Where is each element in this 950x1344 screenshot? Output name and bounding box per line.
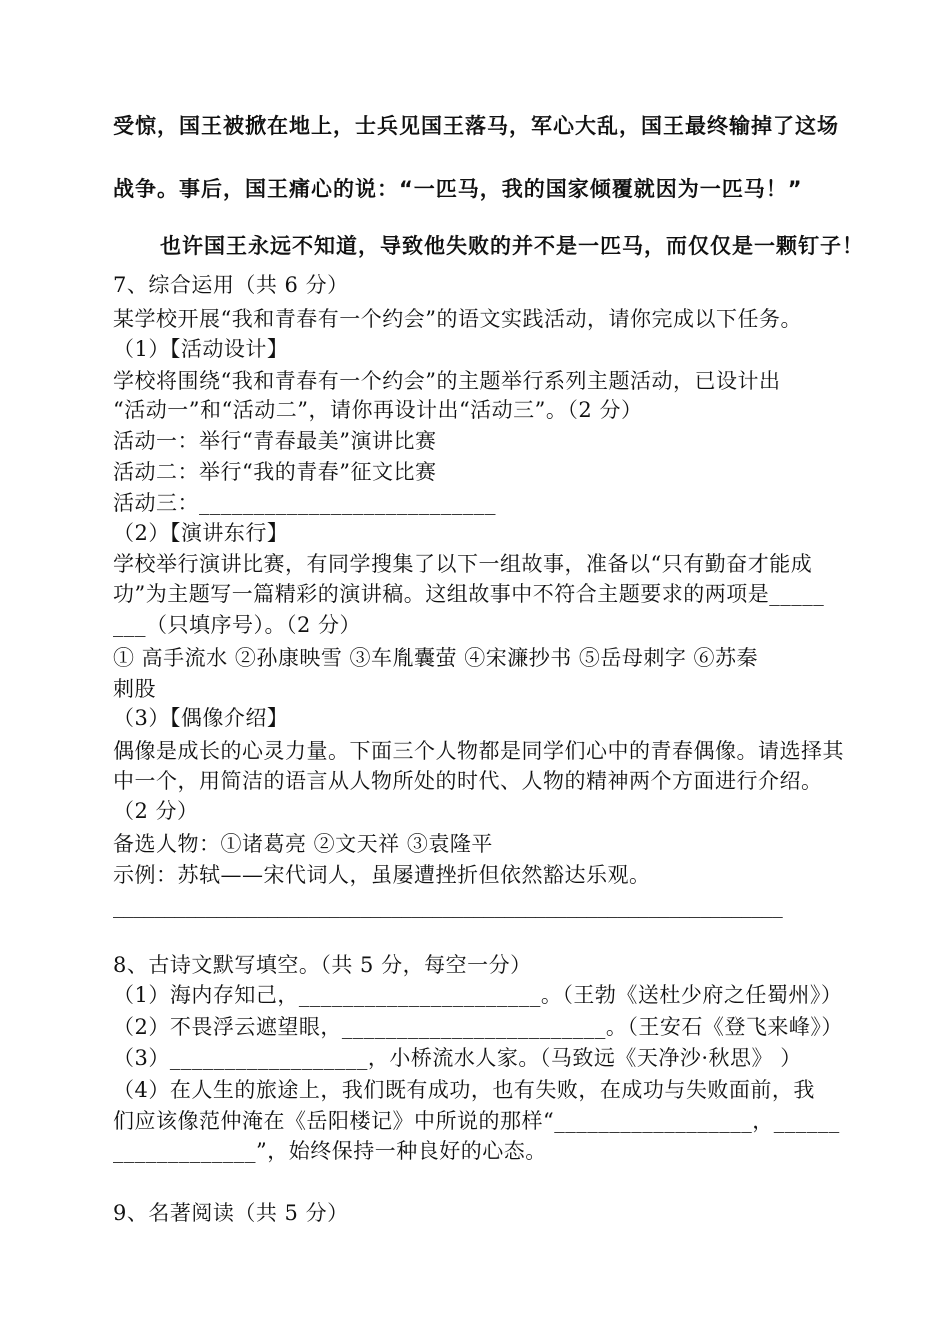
q8-item3: （3）__________________，小桥流水人家。（马致远《天净沙·秋思》 ）: [113, 1046, 802, 1070]
story-line-3: 也许国王永远不知道，导致他失败的并不是一匹马，而仅仅是一颗钉子！: [160, 234, 864, 258]
q7-activity2: 活动二：举行“我的青春”征文比赛: [113, 460, 437, 484]
story-line-1: 受惊，国王被掀在地上，士兵见国王落马，军心大乱，国王最终输掉了这场: [113, 114, 839, 138]
q7-part3-line2: 中一个，用简洁的语言从人物所处的时代、人物的精神两个方面进行介绍。: [113, 769, 823, 793]
q8-item4-line1: （4）在人生的旅途上，我们既有成功，也有失败，在成功与失败面前，我: [113, 1078, 815, 1102]
q7-part3-example: 示例：苏轼——宋代词人，虽屡遭挫折但依然豁达乐观。: [113, 863, 651, 887]
q7-title: 7、综合运用（共 6 分）: [113, 273, 349, 297]
q8-item1: （1）海内存知己，______________________。（王勃《送杜少府之任蜀州》）: [113, 983, 843, 1007]
q7-part1-line1: 学校将围绕“我和青春有一个约会”的主题举行系列主题活动，已设计出: [113, 369, 781, 393]
q8-item4-line2: 们应该像范仲淹在《岳阳楼记》中所说的那样“__________________，______: [113, 1109, 840, 1133]
q7-part2-options-cont: 刺股: [113, 677, 156, 701]
q7-intro: 某学校开展“我和青春有一个约会”的语文实践活动，请你完成以下任务。: [113, 307, 802, 331]
q7-part3-line3: （2 分）: [113, 799, 199, 823]
q8-title: 8、古诗文默写填空。（共 5 分，每空一分）: [113, 953, 532, 977]
q9-title: 9、名著阅读（共 5 分）: [113, 1201, 349, 1225]
q8-item4-line3: _____________”，始终保持一种良好的心态。: [113, 1139, 547, 1163]
q8-item2: （2）不畏浮云遮望眼，________________________。（王安石《登飞来峰》）: [113, 1015, 843, 1039]
q7-part3-answer-blank[interactable]: _________________________________________________________________: [113, 894, 783, 918]
q7-activity1: 活动一：举行“青春最美”演讲比赛: [113, 429, 437, 453]
q7-part3-title: （3）【偶像介绍】: [113, 706, 289, 730]
q7-part2-line2: 功”为主题写一篇精彩的演讲稿。这组故事中不符合主题要求的两项是_____: [113, 582, 825, 606]
q7-part2-line3: ___（只填序号）。（2 分）: [113, 613, 362, 637]
q7-part2-title: （2）【演讲东行】: [113, 521, 289, 545]
q7-part3-line1: 偶像是成长的心灵力量。下面三个人物都是同学们心中的青春偶像。请选择其: [113, 739, 844, 763]
q7-activity3: 活动三：___________________________: [113, 491, 496, 515]
q7-part3-candidates: 备选人物：①诸葛亮 ②文天祥 ③袁隆平: [113, 832, 493, 856]
q7-part1-line2: “活动一”和“活动二”，请你再设计出“活动三”。（2 分）: [113, 398, 643, 422]
q7-part2-options: ① 高手流水 ②孙康映雪 ③车胤囊萤 ④宋濂抄书 ⑤岳母刺字 ⑥苏秦: [113, 646, 759, 670]
q7-part1-title: （1）【活动设计】: [113, 337, 289, 361]
q7-part2-line1: 学校举行演讲比赛，有同学搜集了以下一组故事，准备以“只有勤奋才能成: [113, 552, 813, 576]
story-line-2: 战争。事后，国王痛心的说：“一匹马，我的国家倾覆就因为一匹马！”: [113, 177, 803, 201]
